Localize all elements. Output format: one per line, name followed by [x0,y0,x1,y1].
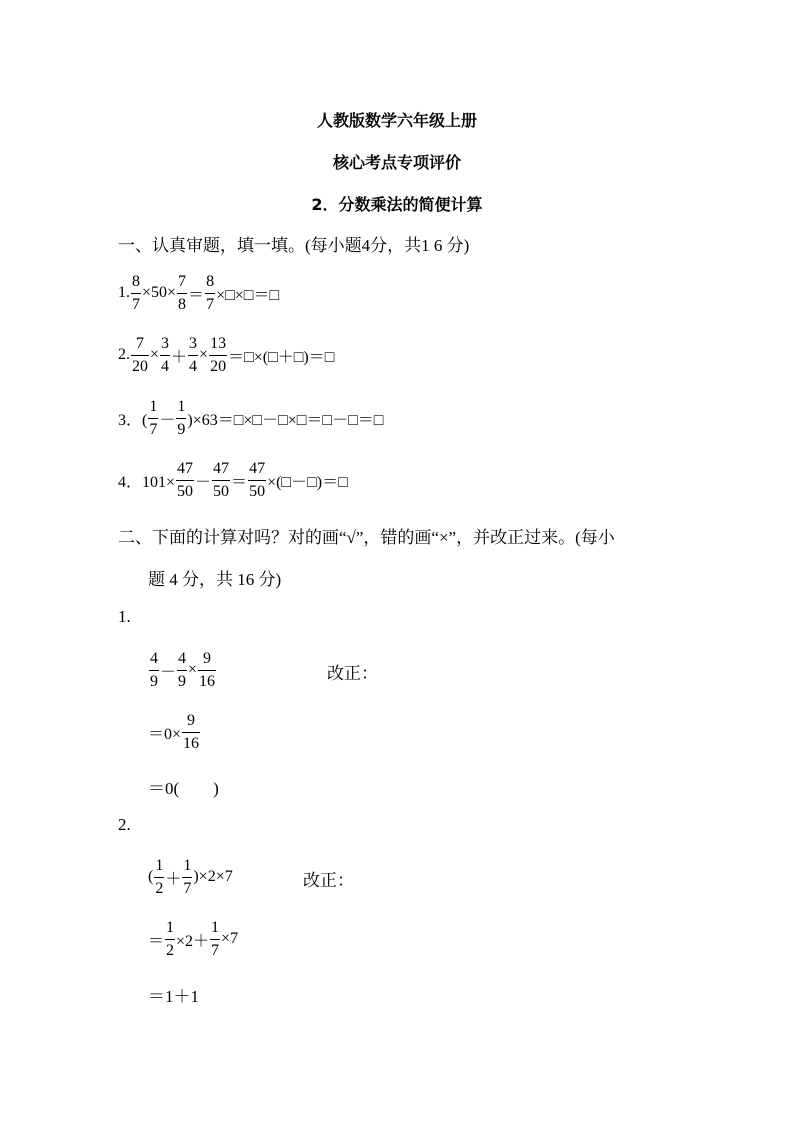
section2-heading-continued: 题 4 分，共 16 分) [148,570,282,589]
fraction: 1 2 [155,856,164,897]
problem-2-2-expression: ( 1 2 ＋ 1 7 )×2×7 [148,856,233,897]
fraction: $\frac{7}{8}$ [178,272,187,313]
document-title: 人教版数学六年级上册 [316,111,477,130]
problem-2-1-step-1: ＝0× $\frac{9}{16}$ [148,711,200,752]
problem-2-2-number: 2. [118,815,131,834]
question-1-3: 3．( 1 7 － 1 9 )×63＝□×□－□×□＝□－□＝□ [118,397,384,438]
fraction: 47 50 [213,459,230,500]
fraction: $\frac{3}{4}$ [189,334,198,375]
fraction: $\frac{9}{16}$ [199,649,216,690]
fraction: $\frac{13}{20}$ [210,334,227,375]
section-topic-title: 2．分数乘法的简便计算 [311,195,483,214]
fraction: $\frac{9}{16}$ [183,711,200,752]
fraction: $\frac{8}{7}$ [206,272,215,313]
problem-2-1-step-2: ＝0( ) [148,779,219,798]
fraction: $\frac{7}{20}$ [132,334,148,375]
problem-2-2-step-2: ＝1＋1 [148,987,199,1006]
section1-heading: 一、认真审题，填一填。(每小题4分，共1 6 分) [118,236,470,255]
fraction: $\frac{4}{9}$ [178,649,187,690]
problem-2-1-number: 1. [118,607,131,626]
question-1-2: 2. $\frac{7}{20}$ × $\frac{3}{4}$ ＋ $\frac{3}{4}$ × $\frac{13}{20}$ ＝□×(□＋□)＝□ [118,334,335,375]
fraction: 4 9 [150,649,158,690]
fraction: 1 7 [149,397,158,438]
fraction: $\frac{47}{50}$ [249,459,266,500]
problem-2-1-correction-label: 改正： [327,664,378,683]
fraction: $\frac{1}{2}$ [166,918,175,959]
problem-2-2-step-1: ＝ $\frac{1}{2}$ ×2＋ $\frac{1}{7}$ ×7 [148,918,239,959]
fraction: $\frac{47}{50}$ [177,459,194,500]
fraction: $\frac{1}{7}$ [211,918,220,959]
fraction: 1 9 [177,397,186,438]
document-subtitle: 核心考点专项评价 [332,153,461,172]
problem-2-1-expression: 4 9 － $\frac{4}{9}$ × $\frac{9}{16}$ [150,649,216,690]
fraction: 1 7 [183,856,192,897]
question-1-1: 1. $\frac{8}{7}$ ×50× $\frac{7}{8}$ ＝ $\frac{8}{7}$ ×□×□＝□ [118,272,280,313]
problem-2-2-correction-label: 改正： [303,871,354,890]
fraction: $\frac{3}{4}$ [161,334,170,375]
section2-heading: 二、下面的计算对吗？对的画“√”，错的画“×”，并改正过来。(每小 [118,528,615,547]
question-1-4: 4．101× $\frac{47}{50}$ － 47 50 ＝ $\frac{47}{50}$ ×(□－□)＝□ [118,459,348,500]
fraction: $\frac{8}{7}$ [132,272,140,313]
